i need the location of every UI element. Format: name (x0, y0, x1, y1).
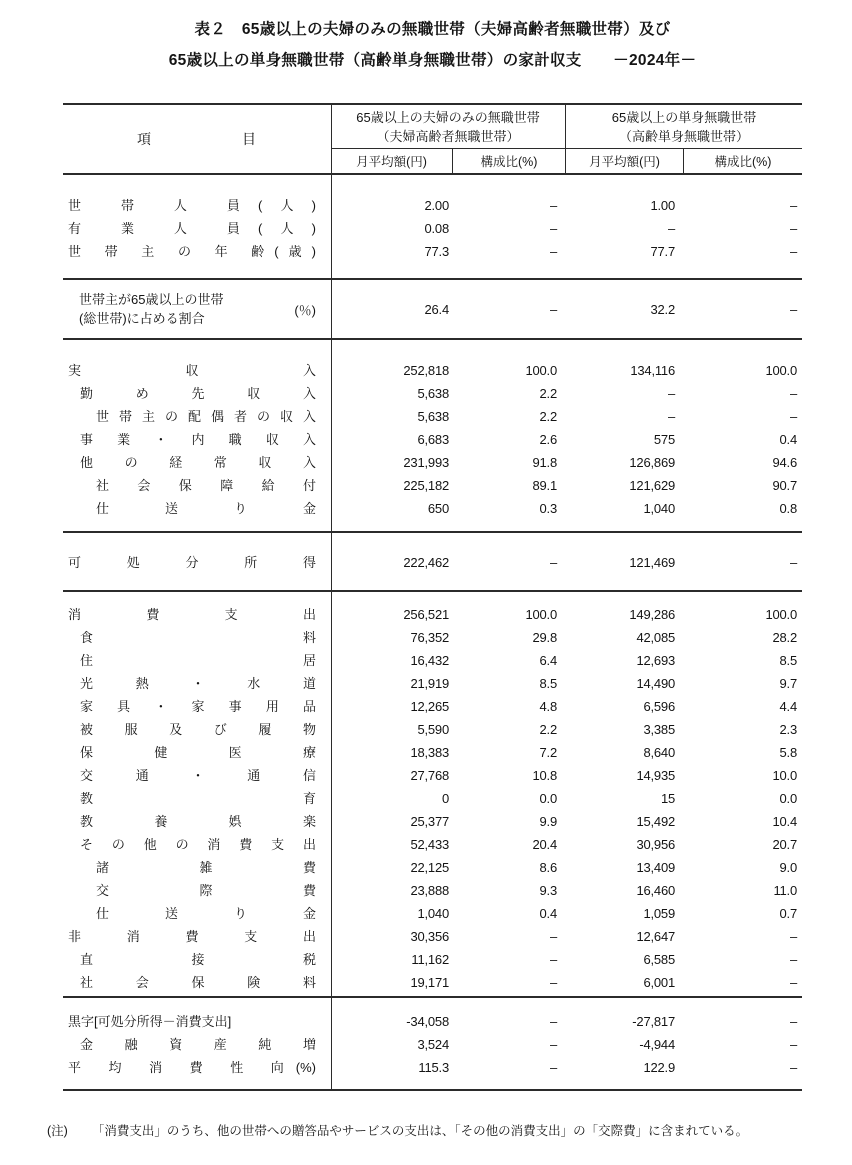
table-row (63, 1010, 802, 1033)
value-cell: 19,171 (410, 975, 449, 990)
value-cell: 650 (427, 501, 449, 516)
table-body (63, 175, 802, 1089)
value-cell: 4.4 (779, 699, 797, 714)
value-cell: – (549, 198, 557, 213)
value-cell: 2.2 (539, 722, 557, 737)
value-cell: 14,490 (636, 676, 675, 691)
value-cell: 5,638 (417, 386, 449, 401)
value-cell: 100.0 (525, 607, 557, 622)
value-cell: 256,521 (403, 607, 449, 622)
item-column-divider (331, 105, 332, 1089)
value-cell: 25,377 (410, 814, 449, 829)
row-label-text: 消 費 支 出 (68, 607, 316, 622)
header-group-couple (331, 105, 565, 149)
value-cell: 52,433 (410, 837, 449, 852)
value-cell: 22,125 (410, 860, 449, 875)
row-label-text: 社 会 保 障 給 付 (96, 478, 316, 493)
value-cell: 8.6 (539, 860, 557, 875)
row-label-text: 住 居 (80, 653, 316, 668)
value-cell: 20.7 (772, 837, 797, 852)
table-row (63, 551, 802, 574)
value-cell: – (789, 1060, 797, 1075)
table-row (63, 217, 802, 240)
value-cell: 121,469 (629, 555, 675, 570)
value-cell: 9.7 (779, 676, 797, 691)
value-cell: – (789, 221, 797, 236)
row-label-text: 仕 送 り 金 (96, 906, 316, 921)
value-cell: 15,492 (636, 814, 675, 829)
row-label (63, 672, 331, 695)
value-cell: 77.7 (650, 244, 675, 259)
value-cell: 16,460 (636, 883, 675, 898)
row-label-text: 可 処 分 所 得 (68, 555, 316, 570)
header-couple-ratio: 構成比(%) (452, 149, 565, 173)
table-row (63, 741, 802, 764)
footnote-label: (注) (47, 1124, 68, 1138)
table-row (63, 1056, 802, 1079)
value-cell: 11,162 (411, 952, 449, 967)
header-single-amount: 月平均額(円) (565, 149, 683, 173)
value-cell: – (789, 198, 797, 213)
row-label (63, 626, 331, 649)
row-label-text: 被 服 及 び 履 物 (80, 722, 316, 737)
value-cell: – (789, 386, 797, 401)
value-cell: 8.5 (779, 653, 797, 668)
section-income (63, 338, 802, 531)
value-cell: 134,116 (630, 363, 675, 378)
value-cell: 100.0 (765, 363, 797, 378)
row-label (63, 856, 331, 879)
header-single-ratio: 構成比(%) (683, 149, 802, 173)
table-row (63, 359, 802, 382)
row-label-lines (79, 290, 223, 328)
value-cell: 115.3 (418, 1060, 449, 1075)
value-cell: 0.8 (779, 501, 797, 516)
value-cell: 6,596 (643, 699, 675, 714)
row-label-text: 保 健 医 療 (80, 745, 316, 760)
value-cell: 6.4 (539, 653, 557, 668)
value-cell: 12,647 (636, 929, 675, 944)
value-cell: 0 (441, 791, 449, 806)
table-title-line2: 65歳以上の単身無職世帯（高齢単身無職世帯）の家計収支 －2024年－ (168, 52, 697, 69)
row-label (63, 764, 331, 787)
value-cell: – (549, 1037, 557, 1052)
row-label-line: (総世帯)に占める割合 (79, 311, 205, 326)
value-cell: – (667, 221, 675, 236)
row-label (63, 925, 331, 948)
value-cell: 20.4 (532, 837, 557, 852)
value-cell: – (549, 952, 557, 967)
row-label (63, 451, 331, 474)
row-label-text: 食 料 (80, 630, 316, 645)
value-cell: 27,768 (410, 768, 449, 783)
row-label-text: 直 接 税 (80, 952, 316, 967)
value-cell: 29.8 (532, 630, 557, 645)
value-cell: 222,462 (403, 555, 449, 570)
section-ratio (63, 278, 802, 338)
row-label-text: 事 業 ・ 内 職 収 入 (80, 432, 316, 447)
table-title (63, 14, 802, 76)
header-item-column: 項 目 (137, 131, 257, 147)
value-cell: -34,058 (406, 1014, 449, 1029)
table-row (63, 649, 802, 672)
value-cell: 0.3 (539, 501, 557, 516)
table-header (63, 105, 802, 175)
value-cell: 23,888 (410, 883, 449, 898)
row-label (63, 879, 331, 902)
value-cell: 30,956 (636, 837, 675, 852)
table-row (63, 856, 802, 879)
row-label (63, 810, 331, 833)
table-row (63, 1033, 802, 1056)
value-cell: 3,385 (643, 722, 675, 737)
row-label-text: 交 通 ・ 通 信 (80, 768, 316, 783)
value-cell: 30,356 (410, 929, 449, 944)
value-cell: -27,817 (632, 1014, 675, 1029)
value-cell: – (789, 1014, 797, 1029)
row-label (63, 741, 331, 764)
value-cell: 225,182 (403, 478, 449, 493)
value-cell: 0.0 (779, 791, 797, 806)
row-label (63, 382, 331, 405)
row-label-text: 教 養 娯 楽 (80, 814, 316, 829)
value-cell: 5,638 (417, 409, 449, 424)
value-cell: – (549, 221, 557, 236)
value-cell: 6,001 (643, 975, 675, 990)
row-label-text: 社 会 保 険 料 (80, 975, 316, 990)
table-row (63, 672, 802, 695)
value-cell: – (667, 386, 675, 401)
row-label (63, 1010, 331, 1033)
row-label (63, 497, 331, 520)
table-row (63, 497, 802, 520)
value-cell: 2.2 (539, 386, 557, 401)
row-label (63, 194, 331, 217)
row-label (63, 971, 331, 994)
row-label (63, 359, 331, 382)
row-label-text: 交 際 費 (96, 883, 316, 898)
value-cell: 21,919 (410, 676, 449, 691)
table-row (63, 194, 802, 217)
value-cell: 13,409 (636, 860, 675, 875)
row-label (63, 902, 331, 925)
value-cell: 8,640 (643, 745, 675, 760)
table-title-line1: 表２ 65歳以上の夫婦のみの無職世帯（夫婦高齢者無職世帯）及び (194, 21, 671, 38)
table-row (63, 451, 802, 474)
value-cell: 0.4 (779, 432, 797, 447)
value-cell: 1,040 (643, 501, 675, 516)
table-row (63, 948, 802, 971)
value-cell: 149,286 (629, 607, 675, 622)
value-cell: – (789, 409, 797, 424)
row-label (63, 603, 331, 626)
row-label (63, 474, 331, 497)
value-cell: 252,818 (403, 363, 449, 378)
value-cell: 15 (660, 791, 675, 806)
value-cell: 9.3 (539, 883, 557, 898)
value-cell: -4,944 (639, 1037, 675, 1052)
row-label (63, 1033, 331, 1056)
value-cell: 94.6 (772, 455, 797, 470)
row-label (63, 405, 331, 428)
value-cell: – (549, 555, 557, 570)
table-row (63, 405, 802, 428)
value-cell: – (789, 301, 797, 317)
row-label-text: 黒字[可処分所得－消費支出] (68, 1014, 232, 1029)
value-cell: 16,432 (410, 653, 449, 668)
value-cell: – (789, 244, 797, 259)
value-cell: 575 (653, 432, 675, 447)
value-cell: 3,524 (417, 1037, 449, 1052)
row-label (63, 833, 331, 856)
value-cell: 2.00 (424, 198, 449, 213)
value-cell: 10.0 (772, 768, 797, 783)
value-cell: 32.2 (650, 301, 675, 317)
value-cell: 2.2 (539, 409, 557, 424)
value-cell: 0.7 (779, 906, 797, 921)
table-row (63, 382, 802, 405)
row-label (63, 787, 331, 810)
value-cell: 14,935 (636, 768, 675, 783)
row-label-text: 世 帯 主 の 年 齢(歳) (68, 244, 316, 259)
value-cell: 77.3 (424, 244, 449, 259)
row-label-text: 非 消 費 支 出 (68, 929, 316, 944)
row-label-text: 光 熱 ・ 水 道 (80, 676, 316, 691)
value-cell: 76,352 (410, 630, 449, 645)
table-row (63, 474, 802, 497)
header-group-couple-line1: 65歳以上の夫婦のみの無職世帯 (356, 109, 540, 125)
value-cell: 121,629 (629, 478, 675, 493)
table-row (63, 833, 802, 856)
value-cell: 42,085 (636, 630, 675, 645)
value-cell: 2.6 (539, 432, 557, 447)
value-cell: 10.4 (772, 814, 797, 829)
row-label-text: 仕 送 り 金 (96, 501, 316, 516)
row-label-text: そ の 他 の 消 費 支 出 (80, 837, 316, 852)
value-cell: 122.9 (643, 1060, 675, 1075)
table-row (63, 695, 802, 718)
value-cell: – (549, 929, 557, 944)
section-disposable (63, 531, 802, 590)
table-row (63, 626, 802, 649)
value-cell: – (549, 1060, 557, 1075)
value-cell: 100.0 (765, 607, 797, 622)
value-cell: – (549, 1014, 557, 1029)
row-label-text: 世 帯 主 の 配 偶 者 の 収 入 (96, 409, 316, 424)
value-cell: – (549, 301, 557, 317)
row-label (63, 718, 331, 741)
value-cell: 10.8 (532, 768, 557, 783)
value-cell: 0.4 (539, 906, 557, 921)
value-cell: – (549, 975, 557, 990)
row-unit: (％) (294, 302, 316, 318)
section-balance (63, 996, 802, 1089)
table-row (63, 810, 802, 833)
table-row (63, 718, 802, 741)
row-label (63, 649, 331, 672)
table-row (63, 240, 802, 263)
row-label (63, 217, 331, 240)
footnote (47, 1122, 852, 1140)
value-cell: 0.08 (424, 221, 449, 236)
header-group-single-line1: 65歳以上の単身無職世帯 (611, 109, 757, 125)
value-cell: 11.0 (773, 883, 797, 898)
value-cell: 7.2 (539, 745, 557, 760)
value-cell: – (549, 244, 557, 259)
footnote-text: 「消費支出」のうち、他の世帯への贈答品やサービスの支出は、「その他の消費支出」の「交際費」に含まれている。 (91, 1124, 749, 1138)
value-cell: 18,383 (410, 745, 449, 760)
value-cell: 8.5 (539, 676, 557, 691)
table-row-ratio (63, 280, 802, 338)
value-cell: 1.00 (650, 198, 675, 213)
table-row (63, 879, 802, 902)
value-cell: 12,265 (410, 699, 449, 714)
section-expenditure (63, 590, 802, 996)
row-label-text: 教 育 (80, 791, 316, 806)
row-label (63, 290, 331, 328)
table-row (63, 764, 802, 787)
value-cell: – (789, 555, 797, 570)
value-cell: 6,585 (643, 952, 675, 967)
value-cell: 126,869 (629, 455, 675, 470)
value-cell: – (789, 975, 797, 990)
table-row (63, 603, 802, 626)
value-cell: 89.1 (532, 478, 557, 493)
value-cell: 28.2 (772, 630, 797, 645)
value-cell: 231,993 (403, 455, 449, 470)
value-cell: 5,590 (417, 722, 449, 737)
statistics-table (63, 103, 802, 1091)
row-label-text: 実 収 入 (68, 363, 316, 378)
row-label (63, 695, 331, 718)
row-label-text: 家 具 ・ 家 事 用 品 (80, 699, 316, 714)
value-cell: 4.8 (539, 699, 557, 714)
value-cell: 91.8 (532, 455, 557, 470)
value-cell: – (789, 929, 797, 944)
value-cell: – (667, 409, 675, 424)
value-cell: 26.4 (424, 301, 449, 317)
value-cell: 0.0 (539, 791, 557, 806)
header-couple-amount: 月平均額(円) (356, 155, 427, 169)
table-row (63, 902, 802, 925)
value-cell: 100.0 (525, 363, 557, 378)
header-group-single-line2: （高齢単身無職世帯） (618, 128, 749, 144)
table-row (63, 971, 802, 994)
row-label (63, 551, 331, 574)
row-label-text: 諸 雑 費 (96, 860, 316, 875)
header-group-couple-line2: （夫婦高齢者無職世帯） (376, 128, 520, 144)
value-cell: 1,040 (417, 906, 449, 921)
row-label-text: 他 の 経 常 収 入 (80, 455, 316, 470)
header-group-single (565, 105, 802, 149)
row-label (63, 240, 331, 263)
value-cell: 5.8 (779, 745, 797, 760)
row-label-text: 有 業 人 員(人) (68, 221, 316, 236)
row-label-text: 平 均 消 費 性 向(%) (68, 1060, 316, 1075)
value-cell: 90.7 (772, 478, 797, 493)
value-cell: 6,683 (417, 432, 449, 447)
value-cell: – (789, 1037, 797, 1052)
table-row (63, 787, 802, 810)
row-label (63, 948, 331, 971)
value-cell: 9.9 (539, 814, 557, 829)
row-label-line: 世帯主が65歳以上の世帯 (79, 292, 224, 307)
value-cell: 2.3 (779, 722, 797, 737)
row-label-text: 勤 め 先 収 入 (80, 386, 316, 401)
value-cell: 1,059 (643, 906, 675, 921)
table-row (63, 925, 802, 948)
value-cell: – (789, 952, 797, 967)
table-row (63, 428, 802, 451)
value-cell: 12,693 (636, 653, 675, 668)
row-label (63, 428, 331, 451)
row-label (63, 1056, 331, 1079)
section-demographics (63, 175, 802, 278)
row-label-text: 金 融 資 産 純 増 (80, 1037, 316, 1052)
row-label-text: 世 帯 人 員(人) (68, 198, 316, 213)
value-cell: 9.0 (779, 860, 797, 875)
